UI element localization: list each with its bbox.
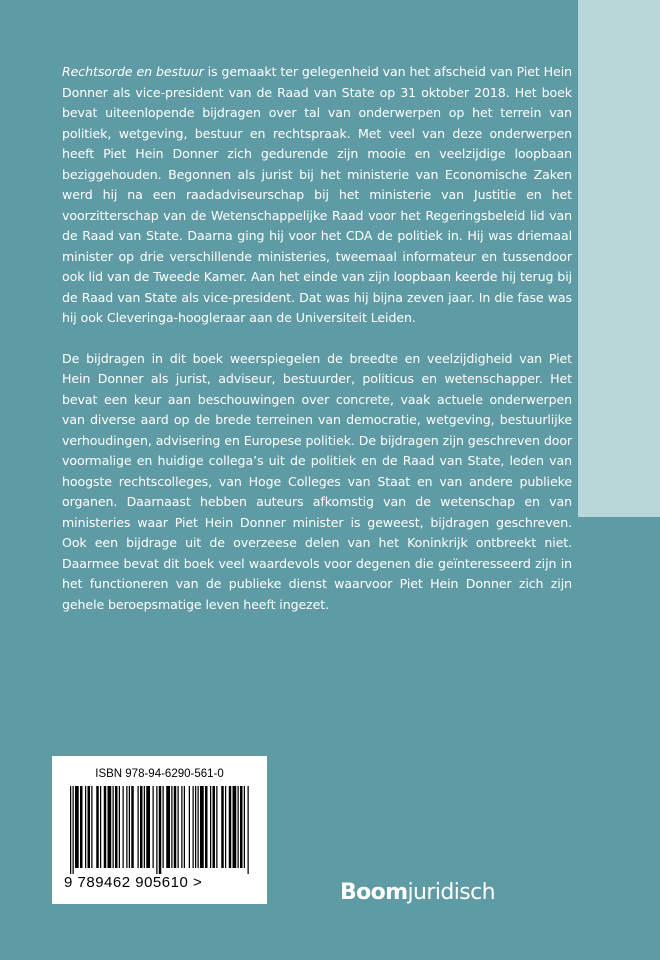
back-cover-blurb <box>62 62 572 615</box>
publisher-name-regular: juridisch <box>407 880 495 905</box>
decorative-side-band <box>578 0 660 517</box>
barcode-panel <box>52 756 267 904</box>
blurb-paragraph-1 <box>62 62 572 329</box>
barcode-icon <box>66 786 256 874</box>
barcode-digits: 9 789462 905610 > <box>64 874 203 891</box>
blurb-paragraph-2: De bijdragen in dit boek weerspiegelen de breedte en veelzijdigheid van Piet Hein Donner als jurist, adviseur, bestuurder, politicus en wetenschapper. Het bevat een keur aan beschouwingen over concrete, vaak actuele onderwerpen van diverse aard op de brede terreinen van democratie, wetgeving, bestuurlijke verhoudingen, advisering en Europese politiek. De bijdragen zijn geschreven door voormalige en huidige collega’s uit de politiek en de Raad van State, leden van hoogste rechtscolleges, van Hoge Colleges van Staat en van andere publieke organen. Daarnaast hebben auteurs afkomstig van de wetenschap en van ministeries waar Piet Hein Donner minister is geweest, bijdragen geschreven. Ook een bijdrage uit de overzeese delen van het Koninkrijk ontbreekt niet. Daarmee bevat dit boek veel waardevols voor degenen die geïnteresseerd zijn in het functioneren van de publieke dienst waarvoor Piet Hein Donner zich zijn gehele beroepsmatige leven heeft ingezet. <box>62 350 572 612</box>
paragraph-1-text: is gemaakt ter gelegenheid van het afscheid van Piet Hein Donner als vice-president van de Raad van State op 31 oktober 2018. Het boek bevat uiteenlopende bijdragen over tal van onderwerpen op het terrein van politiek, wetgeving, bestuur en rechtspraak. Met veel van deze onderwerpen heeft Piet Hein Donner zich gedurende zijn mooie en veelzijdige loopbaan beziggehouden. Begonnen als jurist bij het ministerie van Economische Zaken werd hij na een raadadviseurschap bij het ministerie van Justitie en het voorzitterschap van de Wetenschappelijke Raad voor het Regeringsbeleid lid van de Raad van State. Daarna ging hij voor het CDA de politiek in. Hij was driemaal minister op drie verschillende ministeries, tweemaal informateur en tussendoor ook lid van de Tweede Kamer. Aan het einde van zijn loopbaan keerde hij terug bij de Raad van State als vice-president. Dat was hij bijna zeven jaar. In die fase was hij ook Cleveringa-hoogleraar aan de Universiteit Leiden. <box>62 64 572 325</box>
isbn-label: ISBN 978-94-6290-561-0 <box>95 768 224 780</box>
publisher-logo <box>340 880 495 905</box>
publisher-name-bold: Boom <box>340 880 408 905</box>
book-title: Rechtsorde en bestuur <box>62 64 204 79</box>
